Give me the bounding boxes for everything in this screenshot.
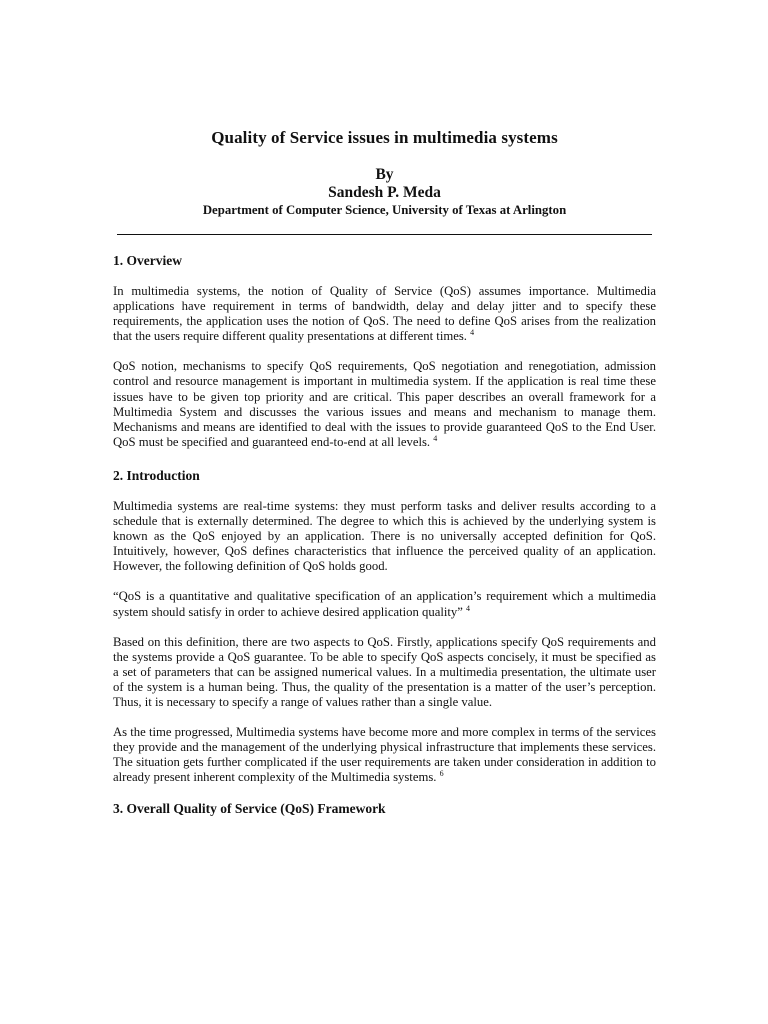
section-heading-overview: 1. Overview <box>113 253 182 268</box>
introduction-quote: “QoS is a quantitative and qualitative specification of an application’s requirement which a multimedia system should satisfy in order to achieve desired application quality” $^4$ <box>113 589 656 619</box>
overview-paragraph-1: In multimedia systems, the notion of Quality of Service (QoS) assumes importance. Multimedia applications have requirement in terms of bandwidth, delay and delay jitter and to specify these requirements, the application uses the notion of QoS. The need to define QoS arises from the realization that the users require different quality presentations at different times. $^4$ <box>113 284 656 344</box>
header-divider <box>117 234 652 235</box>
paper-title: Quality of Service issues in multimedia systems <box>211 128 558 147</box>
author-affiliation: Department of Computer Science, University of Texas at Arlington <box>202 203 567 217</box>
citation-ref: 4 <box>466 603 471 613</box>
introduction-paragraph-4: As the time progressed, Multimedia systems have become more and more complex in terms of the services they provide and the management of the underlying physical infrastructure that implements these services. The situation gets further complicated if the user requirements are taken under consideration in addition to already present inherent complexity of the Multimedia systems. $^6$ <box>113 725 656 785</box>
section-heading-qos-framework: 3. Overall Quality of Service (QoS) Framework <box>113 801 386 817</box>
citation-ref: 4 <box>433 433 438 443</box>
citation-ref: 6 <box>439 769 444 779</box>
introduction-paragraph-1: Multimedia systems are real-time systems: they must perform tasks and deliver results according to a schedule that is externally determined. The degree to which this is achieved by the underlying system is known as the QoS enjoyed by an application. There is no universally accepted definition for QoS. Intuitively, however, QoS defines characteristics that influence the perceived quality of an application. However, the following definition of QoS holds good. <box>113 498 656 574</box>
citation-ref: 4 <box>470 328 475 338</box>
overview-paragraph-2: QoS notion, mechanisms to specify QoS requirements, QoS negotiation and renegotiation, admission control and resource management is important in multimedia system. If the application is real time these issues have to be given top priority and are critical. This paper describes an overall framework for a Multimedia System and discusses the various issues and means and mechanism to manage them. Mechanisms and means are identified to deal with the issues to provide guaranteed QoS to the End User. QoS must be specified and guaranteed end-to-end at all levels. $^4$ <box>113 359 656 449</box>
author-name: Sandesh P. Meda <box>328 184 441 201</box>
introduction-paragraph-3: Based on this definition, there are two aspects to QoS. Firstly, applications specify QoS requirements and the systems provide a QoS guarantee. To be able to specify QoS aspects concisely, it must be specified as a set of parameters that can be assigned numerical values. In a multimedia presentation, the ultimate user of the system is a human being. Thus, the quality of the presentation is a matter of the user’s perception. Thus, it is necessary to specify a range of values rather than a single value. <box>113 634 656 709</box>
section-heading-introduction: 2. Introduction <box>113 467 200 483</box>
by-line: By <box>375 166 394 183</box>
